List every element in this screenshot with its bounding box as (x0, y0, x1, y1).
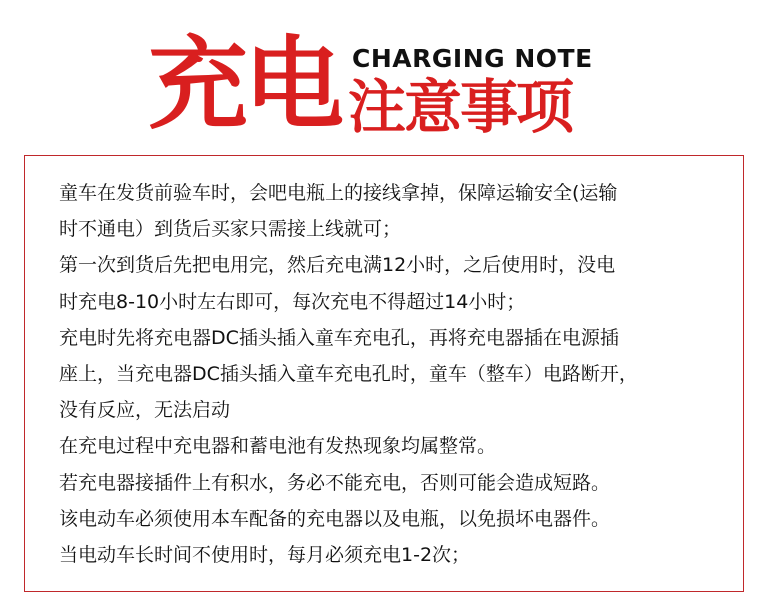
title-charging: 充电 (148, 26, 340, 143)
note-line: 第一次到货后先把电用完，然后充电满12小时，之后使用时，没电 (59, 254, 616, 277)
note-line: 充电时先将充电器DC插头插入童车充电孔，再将充电器插在电源插 (59, 326, 619, 349)
title-english: CHARGING NOTE (352, 44, 593, 73)
note-line: 若充电器接插件上有积水，务必不能充电，否则可能会造成短路。 (59, 471, 611, 494)
note-line: 童车在发货前验车时，会吧电瓶上的接线拿掉，保障运输安全(运输 (59, 182, 618, 204)
note-line: 座上，当充电器DC插头插入童车充电孔时，童车（整车）电路断开， (59, 362, 638, 385)
note-line: 时不通电）到货后买家只需接上线就可； (59, 218, 402, 241)
note-line: 当电动车长时间不使用时，每月必须充电1-2次； (59, 543, 471, 566)
page-header (0, 0, 780, 150)
note-line: 该电动车必须使用本车配备的充电器以及电瓶，以免损坏电器件。 (59, 507, 611, 530)
notes-panel (24, 155, 744, 592)
title-notice: 注意事项 (348, 73, 573, 141)
note-line: 没有反应，无法启动 (59, 399, 231, 422)
notes-list (59, 175, 729, 573)
note-line: 在充电过程中充电器和蓄电池有发热现象均属整常。 (59, 435, 497, 458)
note-line: 时充电8-10小时左右即可，每次充电不得超过14小时； (59, 290, 526, 313)
